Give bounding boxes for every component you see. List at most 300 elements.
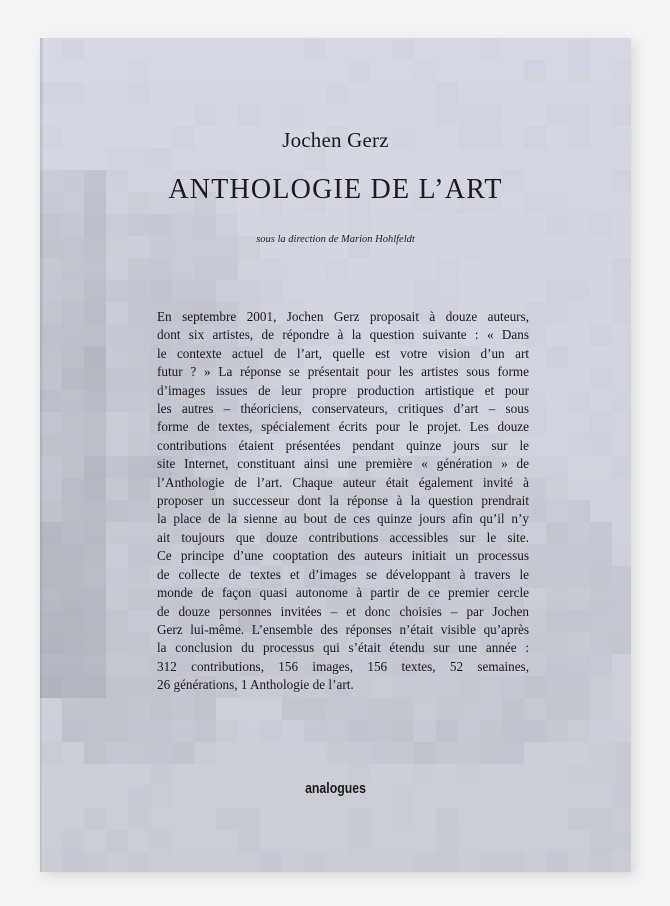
blurb-line: site Internet, constituant ainsi une première « génération » de <box>157 456 529 472</box>
mosaic-pixel <box>436 852 458 872</box>
mosaic-pixel <box>348 698 370 720</box>
mosaic-pixel <box>612 566 631 588</box>
mosaic-pixel <box>106 522 128 544</box>
mosaic-pixel <box>128 82 150 104</box>
mosaic-pixel <box>84 654 106 676</box>
blurb-line: contributions étaient présentées pendant quinze jours sur le <box>157 437 529 453</box>
mosaic-pixel <box>568 676 590 698</box>
mosaic-pixel <box>62 390 84 412</box>
mosaic-pixel <box>568 698 590 720</box>
mosaic-pixel <box>106 368 128 390</box>
mosaic-pixel <box>238 104 260 126</box>
mosaic-pixel <box>612 280 631 302</box>
mosaic-pixel <box>524 720 546 742</box>
mosaic-pixel <box>502 720 524 742</box>
mosaic-pixel <box>612 456 631 478</box>
mosaic-pixel <box>392 742 414 764</box>
mosaic-pixel <box>326 82 348 104</box>
mosaic-pixel <box>436 82 458 104</box>
mosaic-pixel <box>524 60 546 82</box>
mosaic-pixel <box>128 698 150 720</box>
mosaic-pixel <box>546 346 568 368</box>
mosaic-pixel <box>238 258 260 280</box>
mosaic-pixel <box>128 500 150 522</box>
mosaic-pixel <box>84 456 106 478</box>
mosaic-pixel <box>436 830 458 852</box>
mosaic-pixel <box>590 368 612 390</box>
mosaic-pixel <box>568 544 590 566</box>
mosaic-pixel <box>128 610 150 632</box>
blurb-line: monde de façon quasi autonome à partir de ce premier cercle <box>157 585 529 601</box>
mosaic-pixel <box>370 742 392 764</box>
mosaic-pixel <box>84 280 106 302</box>
mosaic-pixel <box>436 280 458 302</box>
mosaic-pixel <box>128 60 150 82</box>
mosaic-pixel <box>84 258 106 280</box>
mosaic-pixel <box>590 632 612 654</box>
mosaic-pixel <box>62 324 84 346</box>
blurb-line: les autres – théoriciens, conservateurs, critiques d’art – sous <box>157 401 529 417</box>
mosaic-pixel <box>282 258 304 280</box>
mosaic-pixel <box>546 588 568 610</box>
mosaic-pixel <box>458 720 480 742</box>
mosaic-pixel <box>62 852 84 872</box>
mosaic-pixel <box>436 104 458 126</box>
blurb-line: de douze personnes invitées – et donc choisies – par Jochen <box>157 603 529 619</box>
mosaic-pixel <box>150 258 172 280</box>
mosaic-pixel <box>128 214 150 236</box>
mosaic-pixel <box>326 258 348 280</box>
mosaic-pixel <box>304 720 326 742</box>
mosaic-pixel <box>590 764 612 786</box>
mosaic-pixel <box>590 610 612 632</box>
mosaic-pixel <box>546 456 568 478</box>
blurb-line: la conclusion du processus qui s’était étendu sur une année : <box>157 640 529 656</box>
mosaic-pixel <box>436 258 458 280</box>
mosaic-pixel <box>480 720 502 742</box>
mosaic-pixel <box>392 698 414 720</box>
mosaic-pixel <box>62 214 84 236</box>
mosaic-pixel <box>590 214 612 236</box>
mosaic-pixel <box>458 742 480 764</box>
mosaic-pixel <box>84 346 106 368</box>
mosaic-pixel <box>480 698 502 720</box>
mosaic-pixel <box>128 588 150 610</box>
mosaic-pixel <box>304 852 326 872</box>
blurb-line: Gerz lui-même. L’ensemble des réponses n’était visible qu’après <box>157 621 529 637</box>
mosaic-pixel <box>612 60 631 82</box>
cover-blurb <box>157 308 529 695</box>
mosaic-pixel <box>128 742 150 764</box>
mosaic-pixel <box>348 830 370 852</box>
mosaic-pixel <box>568 808 590 830</box>
mosaic-pixel <box>128 522 150 544</box>
mosaic-pixel <box>546 478 568 500</box>
mosaic-pixel <box>62 610 84 632</box>
mosaic-pixel <box>62 588 84 610</box>
mosaic-pixel <box>502 852 524 872</box>
mosaic-pixel <box>128 566 150 588</box>
book-title: ANTHOLOGIE DE L’ART <box>168 174 503 205</box>
mosaic-pixel <box>568 610 590 632</box>
mosaic-pixel <box>304 698 326 720</box>
mosaic-pixel <box>84 302 106 324</box>
mosaic-pixel <box>546 522 568 544</box>
mosaic-pixel <box>128 852 150 872</box>
mosaic-pixel <box>238 808 260 830</box>
mosaic-pixel <box>150 214 172 236</box>
mosaic-pixel <box>128 346 150 368</box>
mosaic-pixel <box>216 258 238 280</box>
mosaic-pixel <box>546 500 568 522</box>
mosaic-pixel <box>612 786 631 808</box>
mosaic-pixel <box>84 698 106 720</box>
mosaic-pixel <box>612 588 631 610</box>
mosaic-pixel <box>568 654 590 676</box>
mosaic-pixel <box>106 302 128 324</box>
mosaic-pixel <box>568 390 590 412</box>
mosaic-pixel <box>106 632 128 654</box>
mosaic-pixel <box>392 720 414 742</box>
mosaic-pixel <box>62 478 84 500</box>
mosaic-pixel <box>326 742 348 764</box>
mosaic-pixel <box>84 566 106 588</box>
mosaic-pixel <box>172 742 194 764</box>
mosaic-pixel <box>590 808 612 830</box>
mosaic-pixel <box>62 566 84 588</box>
mosaic-pixel <box>546 280 568 302</box>
mosaic-pixel <box>62 698 84 720</box>
mosaic-pixel <box>546 544 568 566</box>
mosaic-pixel <box>106 742 128 764</box>
mosaic-pixel <box>172 214 194 236</box>
mosaic-pixel <box>612 742 631 764</box>
mosaic-pixel <box>502 698 524 720</box>
mosaic-pixel <box>84 390 106 412</box>
mosaic-pixel <box>590 412 612 434</box>
mosaic-pixel <box>62 82 84 104</box>
mosaic-pixel <box>62 654 84 676</box>
mosaic-pixel <box>128 808 150 830</box>
mosaic-pixel <box>194 742 216 764</box>
mosaic-pixel <box>172 720 194 742</box>
mosaic-pixel <box>348 214 370 236</box>
mosaic-pixel <box>568 38 590 60</box>
mosaic-pixel <box>62 258 84 280</box>
mosaic-pixel <box>106 500 128 522</box>
mosaic-pixel <box>546 676 568 698</box>
mosaic-pixel <box>194 698 216 720</box>
mosaic-pixel <box>370 720 392 742</box>
mosaic-pixel <box>612 104 631 126</box>
mosaic-pixel <box>150 720 172 742</box>
mosaic-pixel <box>414 60 436 82</box>
mosaic-pixel <box>106 566 128 588</box>
mosaic-pixel <box>194 720 216 742</box>
mosaic-pixel <box>546 566 568 588</box>
mosaic-pixel <box>106 676 128 698</box>
mosaic-pixel <box>238 830 260 852</box>
mosaic-pixel <box>128 544 150 566</box>
mosaic-pixel <box>612 544 631 566</box>
mosaic-pixel <box>260 280 282 302</box>
mosaic-pixel <box>128 368 150 390</box>
mosaic-pixel <box>194 280 216 302</box>
mosaic-pixel <box>612 302 631 324</box>
mosaic-pixel <box>128 390 150 412</box>
mosaic-pixel <box>326 698 348 720</box>
mosaic-pixel <box>106 434 128 456</box>
mosaic-pixel <box>568 280 590 302</box>
mosaic-pixel <box>546 104 568 126</box>
mosaic-pixel <box>62 38 84 60</box>
blurb-line: 26 générations, 1 Anthologie de l’art. <box>157 677 354 693</box>
mosaic-pixel <box>128 434 150 456</box>
mosaic-pixel <box>84 324 106 346</box>
mosaic-pixel <box>62 280 84 302</box>
mosaic-pixel <box>546 214 568 236</box>
mosaic-pixel <box>260 852 282 872</box>
mosaic-pixel <box>62 720 84 742</box>
mosaic-pixel <box>260 214 282 236</box>
blurb-line: futur ? » La réponse se présentait pour les artistes sous forme <box>157 364 529 380</box>
mosaic-pixel <box>106 214 128 236</box>
mosaic-pixel <box>590 676 612 698</box>
mosaic-pixel <box>216 808 238 830</box>
mosaic-pixel <box>84 368 106 390</box>
cover-edge <box>40 38 44 872</box>
mosaic-pixel <box>84 588 106 610</box>
mosaic-pixel <box>62 434 84 456</box>
mosaic-pixel <box>150 830 172 852</box>
mosaic-pixel <box>480 852 502 872</box>
mosaic-pixel <box>84 852 106 872</box>
mosaic-pixel <box>106 544 128 566</box>
blurb-line: ait toujours que douze contributions accessibles sur le site. <box>157 529 529 545</box>
mosaic-pixel <box>194 258 216 280</box>
mosaic-pixel <box>62 522 84 544</box>
blurb-line: forme de textes, spécialement écrits pour le projet. Les douze <box>157 419 529 435</box>
mosaic-pixel <box>458 104 480 126</box>
mosaic-pixel <box>590 434 612 456</box>
mosaic-pixel <box>84 478 106 500</box>
mosaic-pixel <box>612 610 631 632</box>
mosaic-pixel <box>568 500 590 522</box>
mosaic-pixel <box>106 610 128 632</box>
blurb-line: de collecte de textes et d’images se développant à travers le <box>157 566 529 582</box>
mosaic-pixel <box>150 280 172 302</box>
mosaic-pixel <box>128 258 150 280</box>
blurb-line: 312 contributions, 156 images, 156 textes, 52 semaines, <box>157 658 529 674</box>
mosaic-pixel <box>84 434 106 456</box>
mosaic-pixel <box>590 588 612 610</box>
mosaic-pixel <box>84 610 106 632</box>
mosaic-pixel <box>326 720 348 742</box>
mosaic-pixel <box>216 280 238 302</box>
mosaic-pixel <box>128 478 150 500</box>
mosaic-pixel <box>62 632 84 654</box>
mosaic-pixel <box>458 698 480 720</box>
mosaic-pixel <box>590 852 612 872</box>
blurb-line: d’images issues de leur propre production artistique et pour <box>157 382 529 398</box>
mosaic-pixel <box>348 60 370 82</box>
mosaic-pixel <box>260 720 282 742</box>
mosaic-pixel <box>106 390 128 412</box>
mosaic-pixel <box>414 280 436 302</box>
mosaic-pixel <box>84 808 106 830</box>
mosaic-pixel <box>128 412 150 434</box>
mosaic-pixel <box>392 808 414 830</box>
mosaic-pixel <box>546 610 568 632</box>
mosaic-pixel <box>106 412 128 434</box>
mosaic-pixel <box>62 830 84 852</box>
mosaic-pixel <box>546 698 568 720</box>
mosaic-pixel <box>414 852 436 872</box>
mosaic-pixel <box>84 632 106 654</box>
publisher-logo: analogues <box>305 780 366 797</box>
mosaic-pixel <box>106 478 128 500</box>
mosaic-pixel <box>128 654 150 676</box>
mosaic-pixel <box>590 522 612 544</box>
mosaic-pixel <box>568 566 590 588</box>
mosaic-pixel <box>436 720 458 742</box>
mosaic-pixel <box>150 698 172 720</box>
mosaic-pixel <box>216 720 238 742</box>
mosaic-pixel <box>84 544 106 566</box>
mosaic-pixel <box>392 38 414 60</box>
mosaic-pixel <box>194 104 216 126</box>
author-name: Jochen Gerz <box>282 128 389 152</box>
mosaic-pixel <box>612 632 631 654</box>
mosaic-pixel <box>436 742 458 764</box>
mosaic-pixel <box>348 720 370 742</box>
mosaic-pixel <box>128 632 150 654</box>
mosaic-pixel <box>62 412 84 434</box>
mosaic-pixel <box>304 38 326 60</box>
mosaic-pixel <box>282 280 304 302</box>
mosaic-pixel <box>106 346 128 368</box>
mosaic-pixel <box>612 764 631 786</box>
mosaic-pixel <box>480 742 502 764</box>
mosaic-pixel <box>370 698 392 720</box>
mosaic-pixel <box>62 500 84 522</box>
mosaic-pixel <box>128 324 150 346</box>
mosaic-pixel <box>84 412 106 434</box>
editor-credit: sous la direction de Marion Hohlfeldt <box>256 234 415 245</box>
mosaic-pixel <box>128 676 150 698</box>
blurb-line: En septembre 2001, Jochen Gerz proposait à douze auteurs, <box>157 309 529 324</box>
mosaic-pixel <box>436 808 458 830</box>
mosaic-pixel <box>172 698 194 720</box>
mosaic-pixel <box>128 456 150 478</box>
mosaic-pixel <box>194 214 216 236</box>
mosaic-pixel <box>172 258 194 280</box>
mosaic-pixel <box>62 346 84 368</box>
mosaic-pixel <box>612 390 631 412</box>
mosaic-pixel <box>106 456 128 478</box>
mosaic-pixel <box>62 676 84 698</box>
mosaic-pixel <box>106 720 128 742</box>
blurb-line: proposer un successeur dont la réponse à la question prendrait <box>157 493 529 509</box>
mosaic-pixel <box>546 720 568 742</box>
mosaic-pixel <box>348 808 370 830</box>
mosaic-pixel <box>282 104 304 126</box>
mosaic-pixel <box>106 258 128 280</box>
mosaic-pixel <box>480 104 502 126</box>
mosaic-pixel <box>546 632 568 654</box>
blurb-line: Ce principe d’une cooptation des auteurs initiait un processus <box>157 548 529 564</box>
mosaic-pixel <box>106 324 128 346</box>
mosaic-pixel <box>502 742 524 764</box>
mosaic-pixel <box>84 500 106 522</box>
mosaic-pixel <box>524 698 546 720</box>
mosaic-pixel <box>84 720 106 742</box>
mosaic-pixel <box>84 522 106 544</box>
blurb-line: le contexte actuel de l’art, quelle est votre vision d’un art <box>157 345 529 361</box>
mosaic-pixel <box>62 302 84 324</box>
mosaic-pixel <box>546 302 568 324</box>
mosaic-pixel <box>568 434 590 456</box>
mosaic-pixel <box>568 104 590 126</box>
blurb-line: la place de la sienne au bout de ces quinze jours afin qu’il n’y <box>157 511 529 527</box>
mosaic-pixel <box>172 280 194 302</box>
mosaic-pixel <box>590 830 612 852</box>
mosaic-pixel <box>216 214 238 236</box>
mosaic-pixel <box>62 368 84 390</box>
book-cover <box>40 38 631 872</box>
blurb-line: dont six artistes, de répondre à la question suivante : « Dans <box>157 327 529 343</box>
mosaic-pixel <box>150 742 172 764</box>
mosaic-pixel <box>414 742 436 764</box>
mosaic-pixel <box>62 544 84 566</box>
mosaic-pixel <box>568 522 590 544</box>
mosaic-pixel <box>612 808 631 830</box>
mosaic-pixel <box>62 456 84 478</box>
mosaic-pixel <box>84 676 106 698</box>
mosaic-pixel <box>590 654 612 676</box>
mosaic-pixel <box>106 280 128 302</box>
mosaic-pixel <box>84 214 106 236</box>
mosaic-pixel <box>590 544 612 566</box>
mosaic-pixel <box>106 698 128 720</box>
mosaic-pixel <box>590 698 612 720</box>
mosaic-pixel <box>282 698 304 720</box>
mosaic-pixel <box>568 60 590 82</box>
mosaic-pixel <box>436 698 458 720</box>
mosaic-pixel <box>568 720 590 742</box>
mosaic-pixel <box>106 654 128 676</box>
mosaic-pixel <box>590 742 612 764</box>
mosaic-pixel <box>348 742 370 764</box>
mosaic-pixel <box>590 324 612 346</box>
mosaic-pixel <box>128 720 150 742</box>
mosaic-pixel <box>106 588 128 610</box>
mosaic-pixel <box>128 280 150 302</box>
mosaic-pixel <box>106 830 128 852</box>
mosaic-pixel <box>568 588 590 610</box>
mosaic-pixel <box>84 742 106 764</box>
mosaic-pixel <box>128 302 150 324</box>
mosaic-pixel <box>612 830 631 852</box>
mosaic-pixel <box>260 258 282 280</box>
mosaic-pixel <box>546 852 568 872</box>
blurb-line: l’Anthologie de l’art. Chaque auteur était également invité à <box>157 474 529 490</box>
mosaic-pixel <box>568 632 590 654</box>
mosaic-pixel <box>546 654 568 676</box>
mosaic-pixel <box>238 280 260 302</box>
mosaic-pixel <box>414 698 436 720</box>
mosaic-pixel <box>414 720 436 742</box>
